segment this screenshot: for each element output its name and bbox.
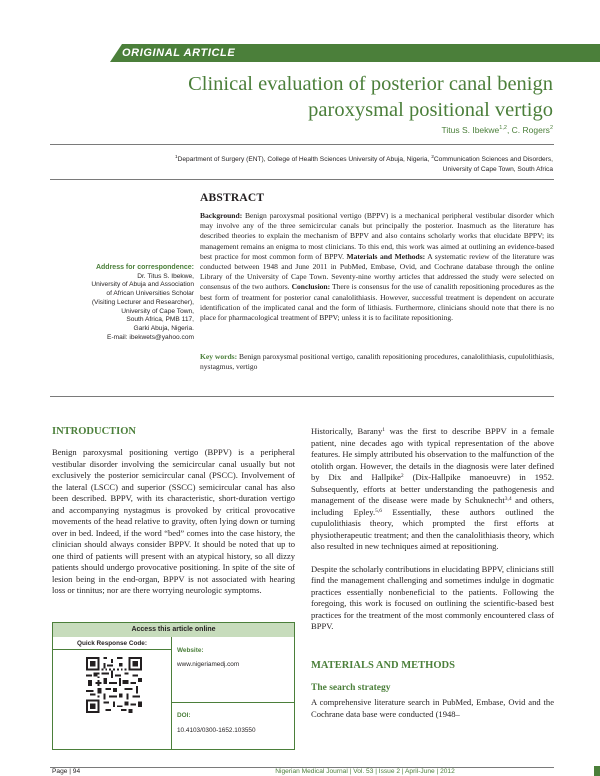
correspondence-line: Garki Abuja, Nigeria. [133, 324, 194, 332]
citation-1: 1 [382, 427, 385, 433]
correspondence-line: University of Cape Town, [121, 307, 194, 315]
keywords-label: Key words: [200, 352, 238, 361]
section-band-notch [110, 44, 122, 62]
history-text-d: and others, including Epley. [311, 495, 554, 517]
access-online-box [52, 622, 295, 750]
affiliation-line-2: University of Cape Town, South Africa [442, 166, 553, 174]
right-column [311, 426, 554, 633]
website-label: Website: [177, 647, 204, 654]
correspondence-line: Dr. Titus S. Ibekwe, [137, 272, 194, 280]
title-line-1: Clinical evaluation of posterior canal benign [188, 73, 553, 95]
introduction-paragraph-1: Benign paroxysmal positioning vertigo (BPPV) is a peripheral vestibular disorder involving the semicircular canal usually but not exclusively the posterior semicircular canal (PSCC). Involvement of the lateral (LSCC) and superior (SSCC) semicircular canal has also been described. BPPV, with its characteristic, short-duration vertigo and accompanying nystagmus is provoked by critical provocative movements of the head relative to gravity, often lying down or turning over in bed. Indeed, if the word “bed” comes into the case history, the clinician should always consider BPPV. It should be noted that up to one third of patients will present with an atypical history, so all dizzy patients should undergo provocative positioning. In spite of the site of lesion being in the end-organ, BPPV is not associated with hearing loss or tinnitus; nor are there worrying neurologic symptoms. [52, 447, 295, 595]
introduction-paragraph-2 [311, 426, 554, 553]
keywords [200, 352, 554, 372]
author-list [133, 125, 553, 135]
footer-accent-bar [594, 766, 600, 776]
affiliation-1-marker: 1 [174, 155, 178, 160]
affiliation-line-1 [83, 153, 553, 165]
correspondence-title: Address for correspondence: [95, 264, 194, 271]
doi-value[interactable]: 10.4103/0300-1652.103550 [177, 727, 256, 734]
introduction-heading: INTRODUCTION [52, 426, 137, 437]
abstract-background-label: Background: [200, 211, 243, 220]
affiliation-1-text: Department of Surgery (ENT), College of Health Sciences University of Abuja, Nigeria, [177, 156, 432, 164]
citation-3: 3,4 [504, 496, 512, 502]
methods-heading: MATERIALS AND METHODS [311, 660, 455, 671]
author-2: C. Rogers [511, 125, 550, 135]
access-box-divider-vertical [171, 637, 172, 750]
correspondence-line: South Africa, PMB 117, [126, 316, 194, 324]
abstract-methods-text: A systematic review of the literature was conducted between 1948 and June 2011 in PubMed, Embase, Ovid, and Cochrane database through the online Library of the University of Cape Town. Seventy-nine worthy articles that addressed the study were selected on consensus of the two authors. [200, 251, 555, 292]
access-box-header: Access this article online [53, 623, 294, 637]
correspondence-block [52, 264, 194, 342]
section-label: ORIGINAL ARTICLE [122, 47, 236, 59]
keywords-text: Benign paroxysmal positional vertigo, canalith repositioning procedures, canalolithiasis, cupulolithiasis, nystagmus, vertigo [200, 352, 554, 372]
qr-label: Quick Response Code: [53, 637, 171, 650]
qr-code[interactable] [86, 657, 142, 713]
author-separator: , [506, 125, 512, 135]
affiliations [83, 153, 553, 175]
abstract-conclusion-text: There is consensus for the use of canalith repositioning procedures as the best form of treatment for posterior canal canalolithiasis. However, successful treatment is dependent on accurate identification of the implicated canal and the form of lithiasis. Furthermore, clinicians should note that there is no place for pharmacological treatment of BPPV; unless it is to facilitate repositioning. [200, 282, 554, 323]
search-strategy-heading: The search strategy [311, 683, 391, 693]
journal-citation: Nigerian Medical Journal | Vol. 53 | Issue 2 | April-June | 2012 [275, 768, 455, 775]
author-1: Titus S. Ibekwe [441, 125, 500, 135]
citation-2: 2 [400, 473, 404, 479]
history-text-e: Essentially, these authors outlined the cupulolithiasis theory, which prompted the first efforts at physiotherapeutic treatment; and then the canalolithiasis theory, which also resulted in new techniques aimed at repositioning. [311, 506, 554, 551]
website-link[interactable]: www.nigeriamedj.com [177, 661, 240, 668]
methods-paragraph: A comprehensive literature search in PubMed, Embase, Ovid and the Cochrane data base were conducted (1948– [311, 697, 554, 719]
page-number: Page | 94 [52, 768, 81, 775]
article-title [83, 71, 553, 123]
citation-4: 5,6 [375, 507, 383, 514]
access-box-divider-horizontal [171, 702, 295, 703]
correspondence-email: E-mail: ibekwets@yahoo.com [107, 333, 194, 341]
history-text-c: (Dix-Hallpike manoeuvre) in 1952. Subsequently, efforts at better understanding the pathogenesis and management of the disease were made by Schuknecht [311, 472, 554, 505]
abstract-background-text: Benign paroxysmal positional vertigo (BPPV) is a mechanical peripheral vestibular disorder which may involve any of the three semicircular canals but principally the posterior. Inasmuch as the literature has described theories to explain the mechanism of BPPV and also contains scholarly works that elucidate BPPV; its management remains an enigma to most clinicians. To this end, this work was aimed at outlining an evidence-based best practice for most common form of BPPV. [200, 211, 554, 261]
header-rule-bottom [50, 179, 554, 180]
abstract-bottom-rule [50, 396, 554, 397]
affiliation-2-marker: 2 [431, 155, 434, 160]
author-1-affil: 1,2 [499, 125, 507, 132]
abstract-heading: ABSTRACT [200, 192, 265, 204]
affiliation-2-text: Communication Sciences and Disorders, [433, 156, 553, 164]
correspondence-line: of African Universities Scholar [106, 290, 194, 298]
title-line-2: paroxysmal positional vertigo [308, 99, 553, 121]
author-2-affil: 2 [549, 125, 553, 132]
introduction-left-column [52, 447, 295, 597]
history-text-b: was the first to describe BPPV in a female patient, nine decades ago with typical representation of the above features. He simply attributed his observation to the malfunction of the otolith organ. However, the details in the diagnosis were later defined by Dix and Hallpike [311, 426, 554, 482]
correspondence-line: (Visiting Lecturer and Researcher), [91, 298, 194, 306]
history-text-a: Historically, Barany [311, 426, 383, 436]
abstract-body [200, 211, 554, 323]
abstract-conclusion-label: Conclusion: [291, 282, 331, 292]
header-rule-top [50, 144, 554, 145]
doi-label: DOI: [177, 712, 191, 719]
introduction-paragraph-3: Despite the scholarly contributions in elucidating BPPV, clinicians still find the management challenging and sometimes indulge in dogmatic practices essentially nonbeneficial to the patients. Following the foregoing, this work is focused on outlining the scientific-based best practices for the treatment of the most commonly encountered class of BPPV. [311, 563, 554, 631]
abstract-methods-label: Materials and Methods: [346, 251, 426, 261]
correspondence-line: University of Abuja and Association [91, 281, 194, 289]
